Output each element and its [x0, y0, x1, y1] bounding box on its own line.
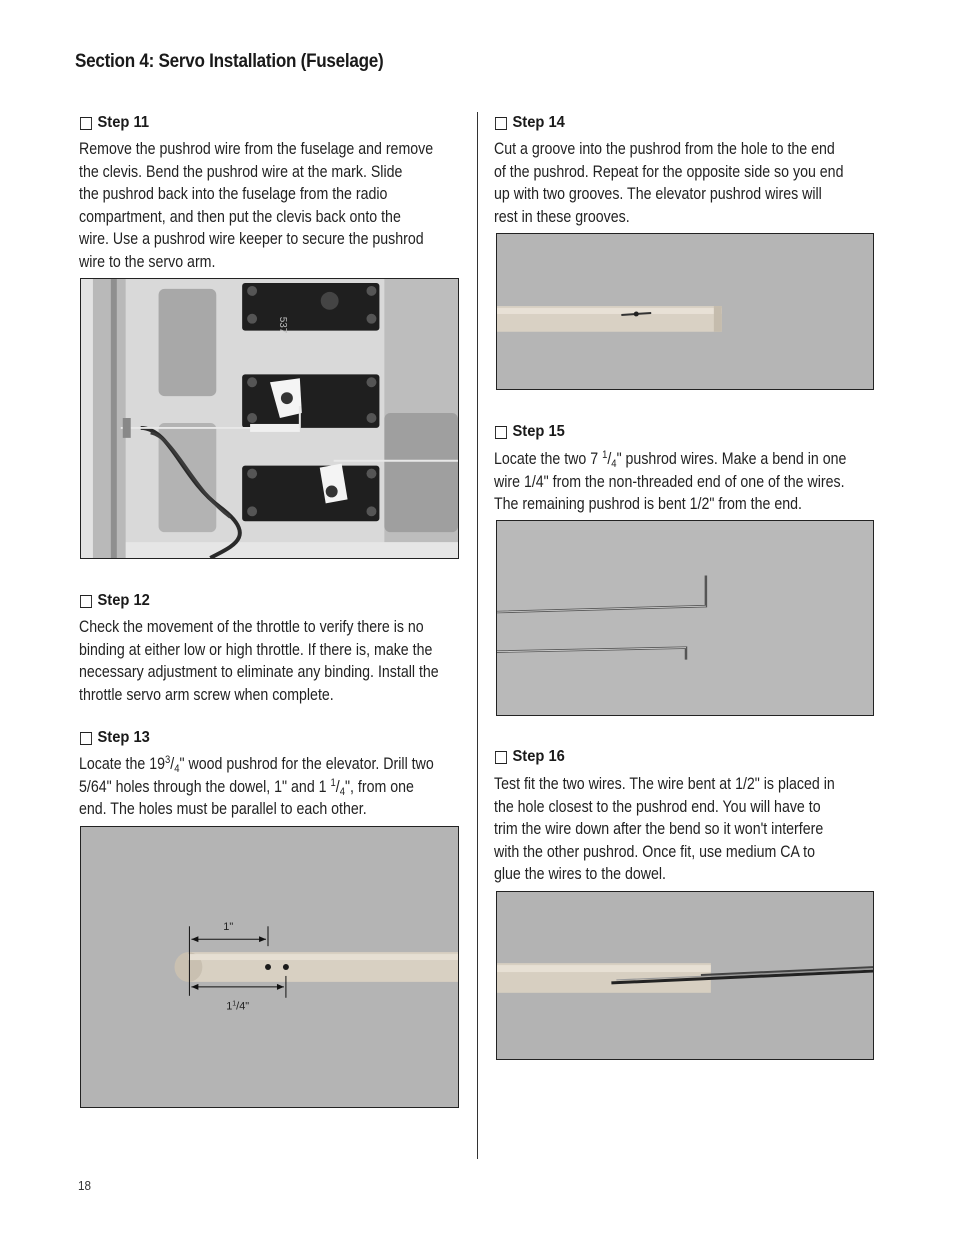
step-15-line-3: The remaining pushrod is bent 1/2" from the end. — [494, 495, 802, 514]
step-11-checkbox[interactable] — [80, 117, 92, 130]
step-16-line: glue the wires to the dowel. — [494, 865, 666, 884]
step-12-text — [79, 616, 439, 706]
drilled-dowel-photo — [80, 826, 459, 1108]
step-11-text — [79, 138, 433, 274]
svg-text:537: 537 — [276, 316, 288, 334]
servo-top — [242, 283, 379, 331]
step-11-line: compartment, and then put the clevis back onto the — [79, 207, 401, 226]
step-13-title: Step 13 — [97, 729, 150, 746]
column-divider — [477, 112, 478, 1159]
wires-glued-to-dowel-photo — [496, 891, 874, 1060]
step-16-line: the hole closest to the pushrod end. You will have to — [494, 797, 821, 816]
step-16-line: Test fit the two wires. The wire bent at 1/2" is placed in — [494, 775, 835, 793]
step-16-line: with the other pushrod. Once fit, use medium CA to — [494, 842, 816, 861]
servo-bottom — [242, 464, 379, 522]
step-13-text — [79, 753, 434, 821]
section-title: Section 4: Servo Installation (Fuselage) — [75, 51, 384, 72]
step-14-line: up with two grooves. The elevator pushrod wires will — [494, 185, 822, 204]
step-12-line: Check the movement of the throttle to verify there is no — [79, 618, 424, 636]
step-13-heading — [80, 729, 150, 747]
step-11-line: the pushrod back into the fuselage from the radio — [79, 185, 388, 204]
bent-wires-photo — [496, 520, 874, 716]
step-14-line: of the pushrod. Repeat for the opposite side so you end — [494, 162, 844, 181]
step-11-line: wire. Use a pushrod wire keeper to secure the pushrod — [79, 230, 424, 249]
page-number: 18 — [78, 1178, 92, 1193]
step-14-heading — [495, 114, 565, 132]
step-15-line-1: Locate the two 7 $^1/_4$" pushrod wires. Make a bend in one — [494, 449, 847, 470]
servo-middle — [242, 374, 379, 428]
hole-2 — [283, 964, 289, 970]
step-13-line-2: 5/64" holes through the dowel, 1" and 1 $^1/_4$", from one — [79, 776, 414, 798]
step-15-title: Step 15 — [512, 423, 565, 440]
step-13-line-1: Locate the $19^3/_4$" wood pushrod for the elevator. Drill two — [79, 754, 434, 775]
step-16-line: trim the wire down after the bend so it won't interfere — [494, 820, 824, 839]
step-14-checkbox[interactable] — [495, 117, 507, 130]
step-11-line: Remove the pushrod wire from the fuselage and remove — [79, 140, 434, 158]
step-12-line: binding at either low or high throttle. If there is, make the — [79, 640, 433, 659]
step-13-line-3: end. The holes must be parallel to each other. — [79, 800, 367, 819]
hole-1 — [265, 964, 271, 970]
step-12-line: necessary adjustment to eliminate any binding. Install the — [79, 663, 439, 682]
step-14-line: rest in these grooves. — [494, 207, 630, 226]
step-16-checkbox[interactable] — [495, 751, 507, 764]
step-11-line: wire to the servo arm. — [79, 252, 216, 271]
step-11-line: the clevis. Bend the pushrod wire at the mark. Slide — [79, 162, 403, 181]
step-11-heading — [80, 114, 149, 132]
step-15-heading — [495, 423, 565, 441]
step-12-title: Step 12 — [97, 592, 150, 609]
step-14-title: Step 14 — [512, 114, 565, 131]
step-16-heading — [495, 748, 565, 766]
step-12-heading — [80, 592, 150, 610]
step-15-checkbox[interactable] — [495, 426, 507, 439]
step-14-line: Cut a groove into the pushrod from the hole to the end — [494, 140, 835, 158]
step-11-title: Step 11 — [97, 114, 150, 131]
grooved-dowel-photo — [496, 233, 874, 390]
step-16-text — [494, 773, 835, 886]
dim-label-1-1-4-inch: $1^1/4$" — [226, 1000, 250, 1013]
step-13-checkbox[interactable] — [80, 732, 92, 745]
dim-label-1-inch: 1" — [223, 921, 234, 934]
step-16-title: Step 16 — [512, 748, 565, 765]
step-14-text — [494, 138, 843, 228]
step-15-line-2: wire 1/4" from the non-threaded end of one of the wires. — [494, 472, 845, 491]
step-15-text — [494, 448, 846, 516]
servo-installation-photo — [80, 278, 459, 559]
step-12-line: throttle servo arm screw when complete. — [79, 685, 334, 704]
step-12-checkbox[interactable] — [80, 595, 92, 608]
